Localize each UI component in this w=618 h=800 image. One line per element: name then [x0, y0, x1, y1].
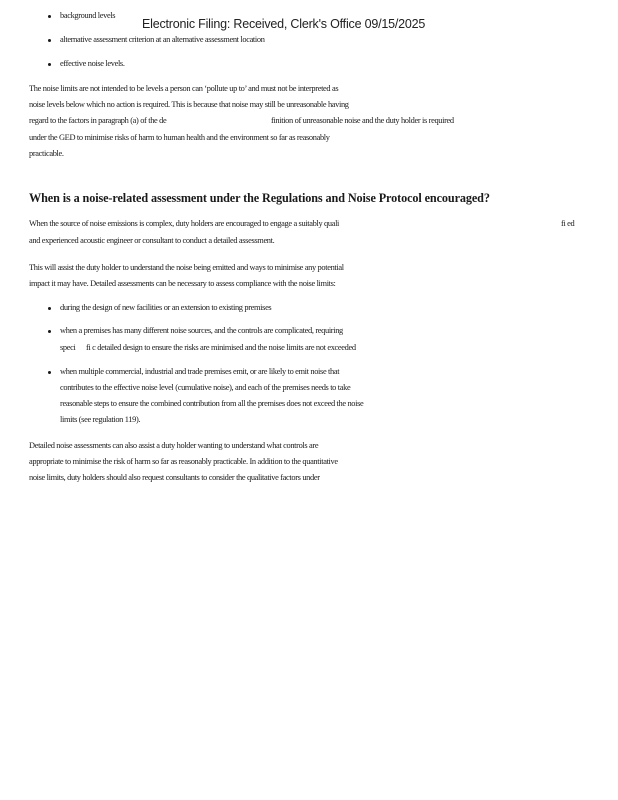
list-item: reasonable steps to ensure the combined contribution from all the premises does not exceed the noise [60, 399, 364, 408]
paragraph-line: finition of unreasonable noise and the duty holder is required [271, 116, 454, 125]
list-item: during the design of new facilities or an extension to existing premises [60, 303, 272, 312]
bullet-icon [48, 39, 51, 42]
paragraph-line: noise limits, duty holders should also request consultants to consider the qualitative factors under [29, 473, 320, 482]
section-heading: When is a noise-related assessment under the Regulations and Noise Protocol encouraged? [29, 191, 490, 205]
paragraph-line: This will assist the duty holder to understand the noise being emitted and ways to minimise any potential [29, 263, 344, 272]
paragraph-line: fi ed [561, 219, 575, 228]
paragraph-line: Detailed noise assessments can also assist a duty holder wanting to understand what controls are [29, 441, 319, 450]
paragraph-line: appropriate to minimise the risk of harm so far as reasonably practicable. In addition to the quantitative [29, 457, 338, 466]
bullet-icon [48, 307, 51, 310]
bullet-icon [48, 371, 51, 374]
paragraph-line: and experienced acoustic engineer or consultant to conduct a detailed assessment. [29, 236, 275, 245]
paragraph-line: When the source of noise emissions is complex, duty holders are encouraged to engage a suitably quali [29, 219, 340, 228]
paragraph-line: regard to the factors in paragraph (a) of the de [29, 116, 167, 125]
list-item: when multiple commercial, industrial and trade premises emit, or are likely to emit noise that [60, 367, 340, 376]
bullet-icon [48, 330, 51, 333]
list-item: effective noise levels. [60, 59, 125, 68]
list-item: contributes to the effective noise level (cumulative noise), and each of the premises needs to take [60, 383, 351, 392]
bullet-icon [48, 15, 51, 18]
list-item: when a premises has many different noise sources, and the controls are complicated, requiring [60, 326, 343, 335]
list-item: limits (see regulation 119). [60, 415, 141, 424]
list-item: fi c detailed design to ensure the risks are minimised and the noise limits are not exceeded [86, 343, 356, 352]
paragraph-line: impact it may have. Detailed assessments can be necessary to assess compliance with the noise limits: [29, 279, 336, 288]
list-item: background levels [60, 11, 116, 20]
paragraph-line: practicable. [29, 149, 64, 158]
paragraph-line: noise levels below which no action is required. This is because that noise may still be unreasonable having [29, 100, 349, 109]
paragraph-line: under the GED to minimise risks of harm to human health and the environment so far as reasonably [29, 133, 330, 142]
filing-stamp: Electronic Filing: Received, Clerk's Office 09/15/2025 [142, 17, 426, 31]
paragraph-line: The noise limits are not intended to be levels a person can ‘pollute up to’ and must not be interpreted as [29, 84, 339, 93]
list-item: speci [60, 343, 76, 352]
list-item: alternative assessment criterion at an alternative assessment location [60, 35, 265, 44]
bullet-icon [48, 63, 51, 66]
